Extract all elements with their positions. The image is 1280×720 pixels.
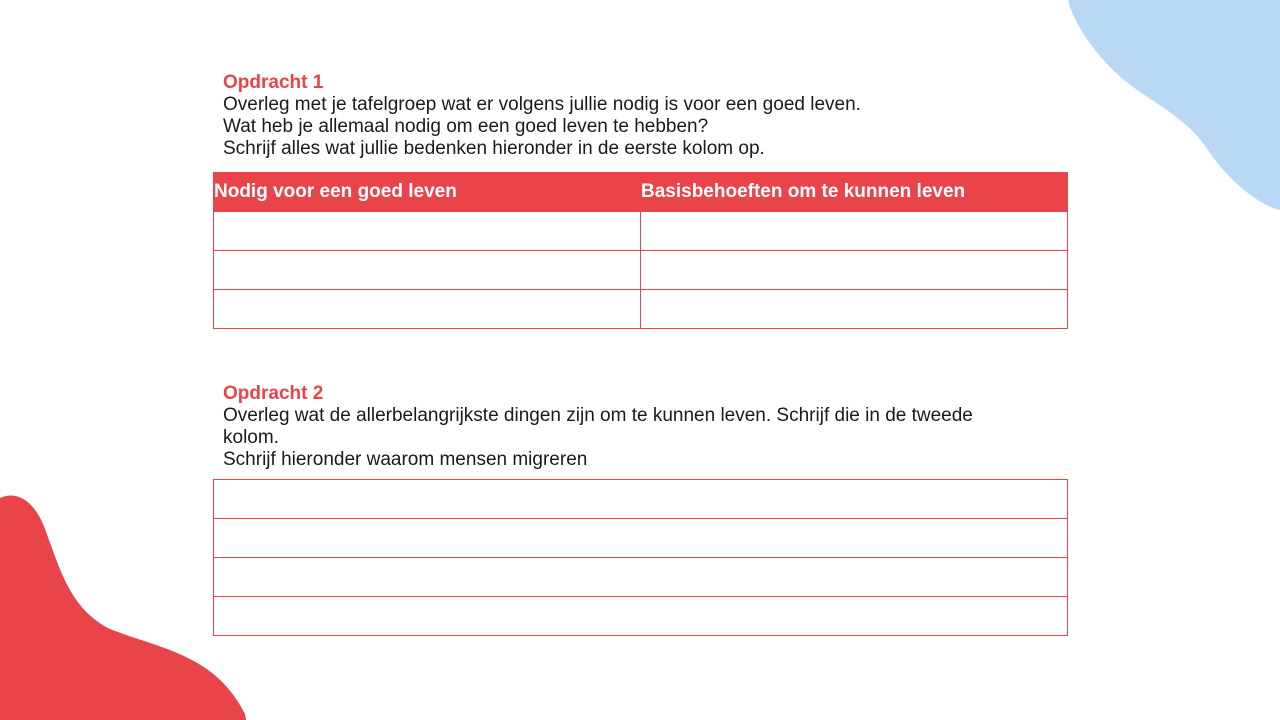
assignment-2-line-3: Schrijf hieronder waarom mensen migreren xyxy=(223,449,588,470)
assignment-2-heading: Opdracht 2 xyxy=(223,383,324,404)
assignment-1-line-2: Wat heb je allemaal nodig om een goed leven te hebben? xyxy=(223,116,709,137)
table-row xyxy=(214,251,1068,290)
assignment-2-line-2: kolom. xyxy=(223,427,279,448)
answer-cell-good-life[interactable] xyxy=(214,290,641,329)
table-row xyxy=(214,597,1068,636)
assignment-2-table xyxy=(213,479,1068,636)
table-row xyxy=(214,558,1068,597)
answer-cell-basic-needs[interactable] xyxy=(641,212,1068,251)
answer-cell-good-life[interactable] xyxy=(214,251,641,290)
table-row xyxy=(214,519,1068,558)
assignment-1-table xyxy=(213,172,1068,329)
assignment-1-line-3: Schrijf alles wat jullie bedenken hieronder in de eerste kolom op. xyxy=(223,138,765,159)
answer-cell-migration[interactable] xyxy=(214,480,1068,519)
assignment-2-line-1: Overleg wat de allerbelangrijkste dingen zijn om te kunnen leven. Schrijf die in de tweede xyxy=(223,405,973,426)
table-row xyxy=(214,290,1068,329)
table-row xyxy=(214,212,1068,251)
answer-cell-migration[interactable] xyxy=(214,558,1068,597)
assignment-1-instructions xyxy=(223,72,1023,160)
assignment-2-instructions xyxy=(223,383,1023,471)
answer-cell-basic-needs[interactable] xyxy=(641,290,1068,329)
answer-cell-basic-needs[interactable] xyxy=(641,251,1068,290)
table-row xyxy=(214,480,1068,519)
table-header-row xyxy=(214,173,1068,212)
column-header-basic-needs: Basisbehoeften om te kunnen leven xyxy=(641,173,1068,212)
answer-cell-migration[interactable] xyxy=(214,597,1068,636)
answer-cell-migration[interactable] xyxy=(214,519,1068,558)
decorative-blue-blob xyxy=(1068,0,1280,212)
assignment-1-heading: Opdracht 1 xyxy=(223,72,324,93)
column-header-good-life: Nodig voor een goed leven xyxy=(214,173,641,212)
assignment-1-line-1: Overleg met je tafelgroep wat er volgens jullie nodig is voor een goed leven. xyxy=(223,94,861,115)
answer-cell-good-life[interactable] xyxy=(214,212,641,251)
